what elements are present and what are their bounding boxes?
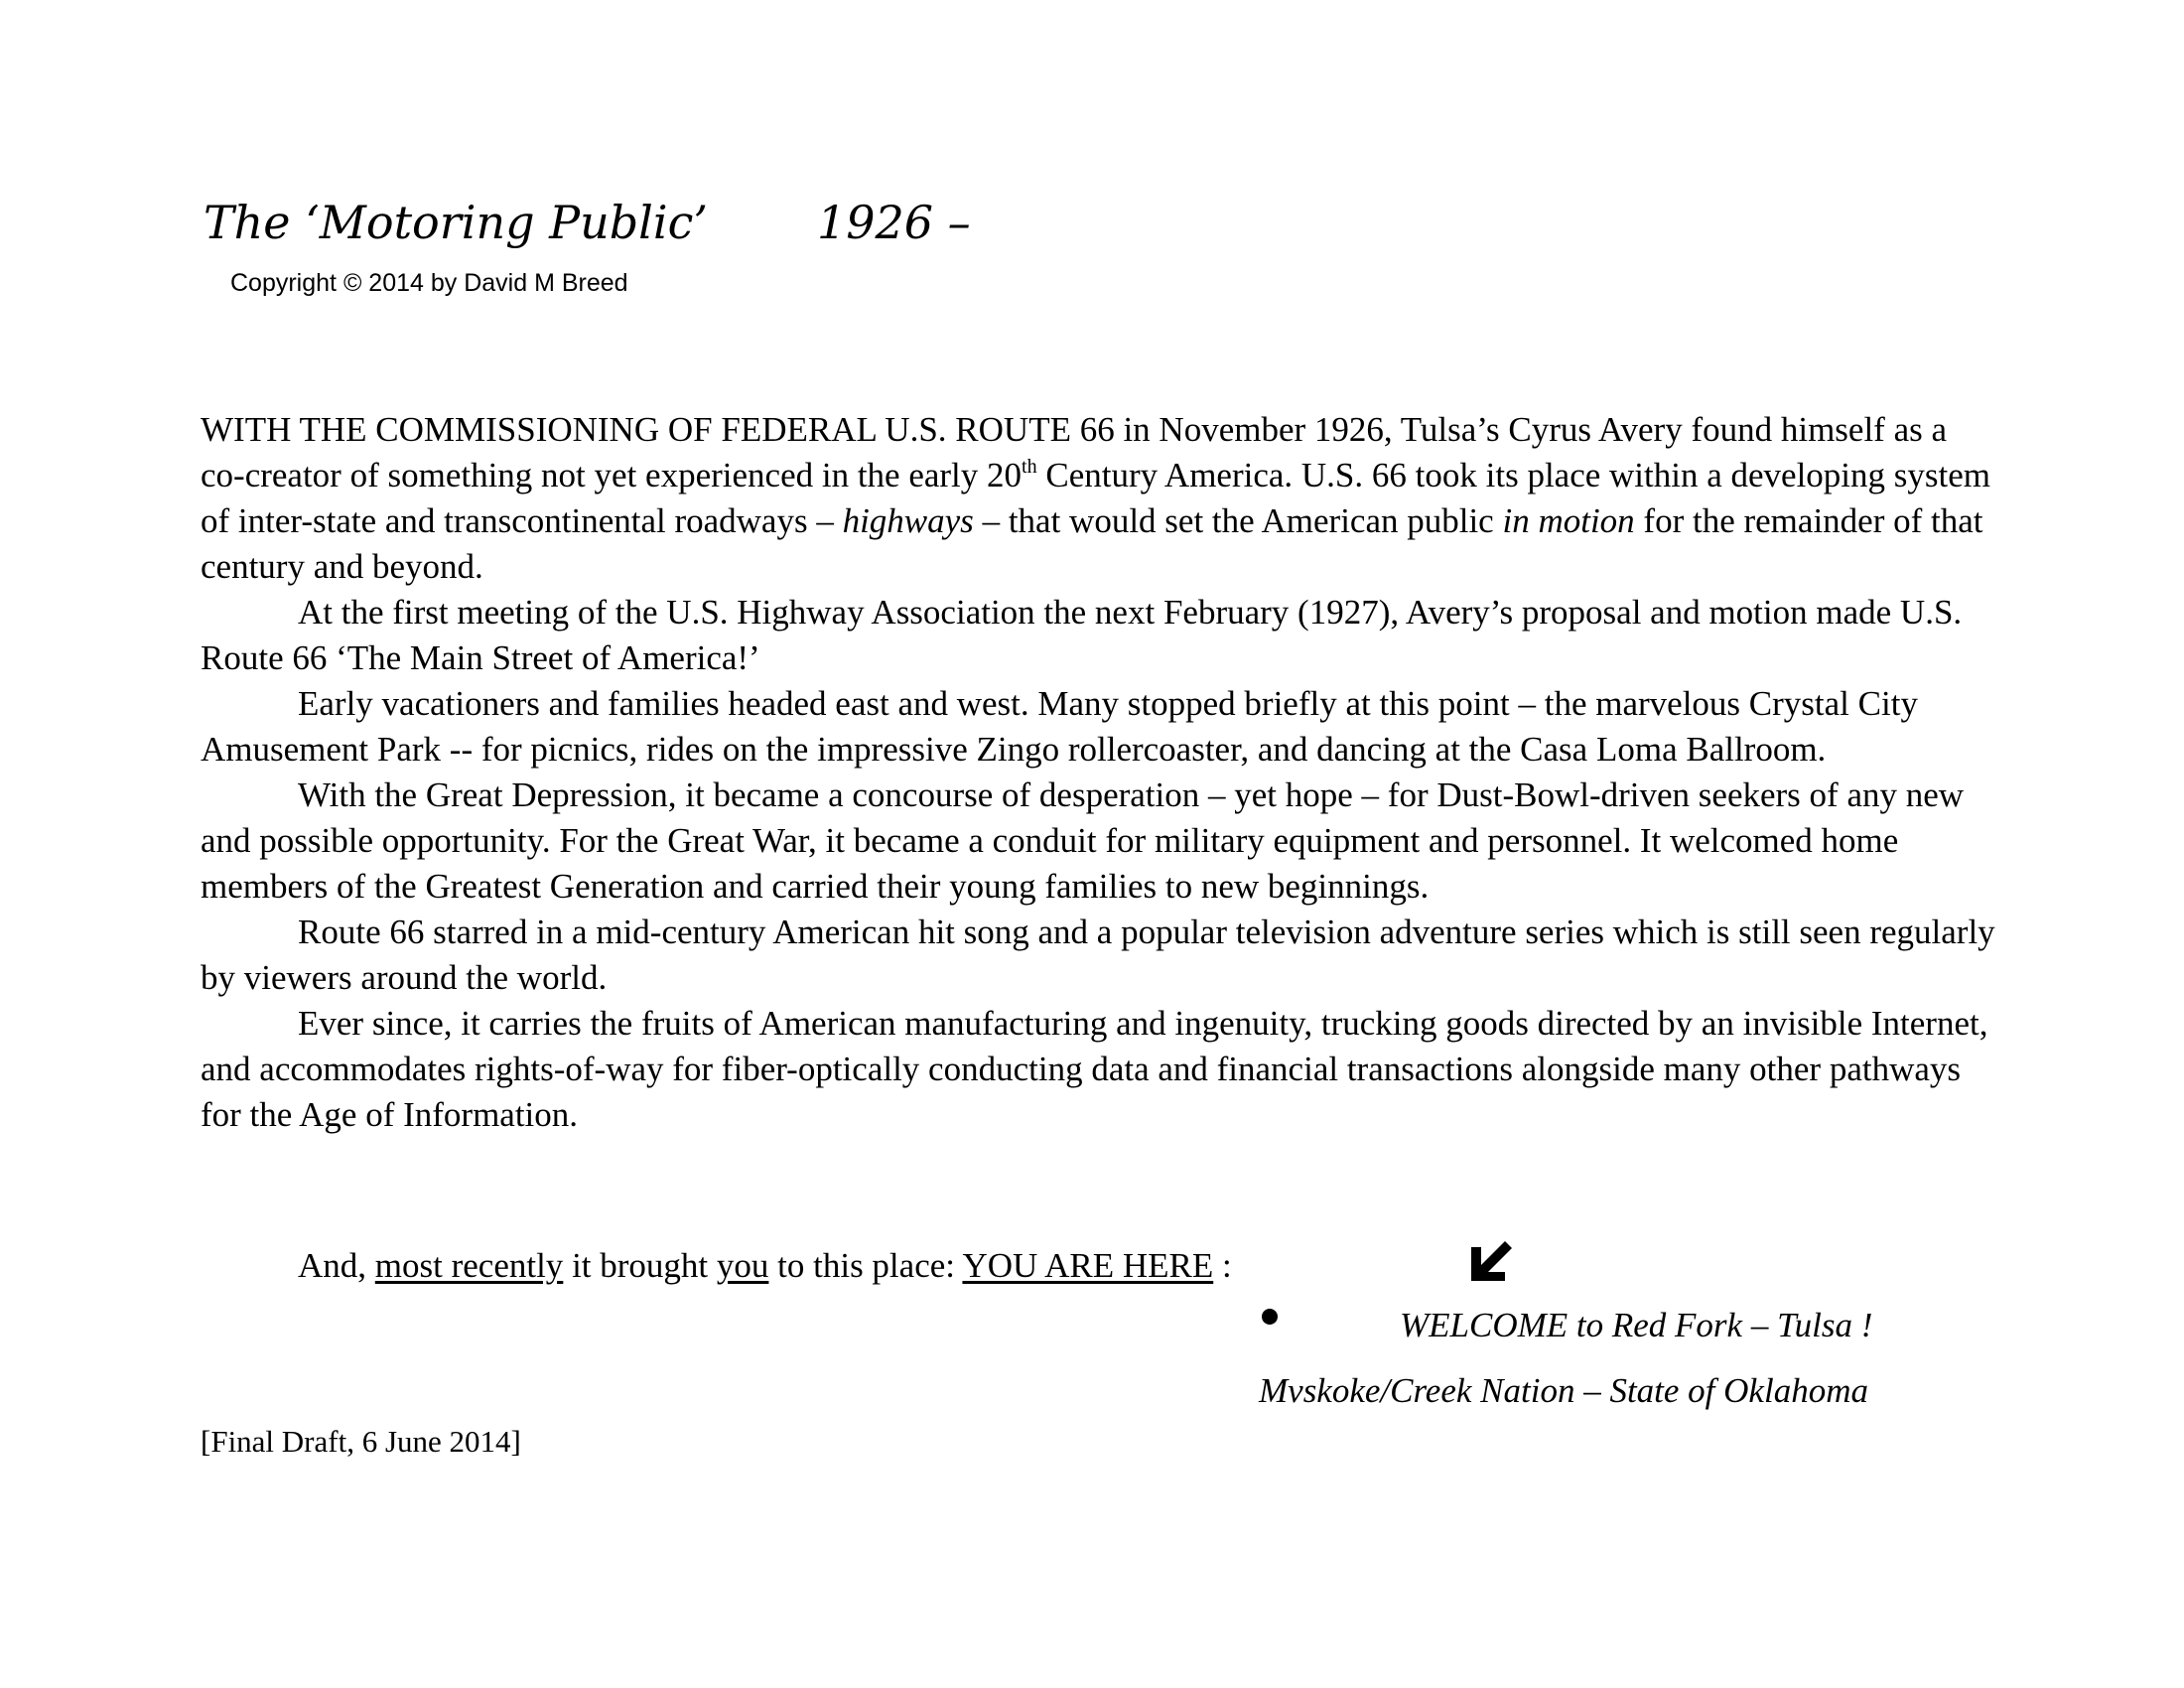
document-title bbox=[204, 195, 971, 250]
closing-text-1: And, bbox=[298, 1246, 375, 1285]
paragraph-4: With the Great Depression, it became a concourse of desperation – yet hope – for Dust-Bowl-driven seekers of any new and possible opportunity. For the Great War, it became a conduit for military equipment and personnel. It welcomed home members of the Greatest Generation and carried their young families to new beginnings. bbox=[201, 775, 1965, 906]
closing-text-3: to this place: bbox=[768, 1246, 963, 1285]
p1-text-b: Century America. U.S. 66 took its place within a developing system of inter-state and transcontinental roadways – bbox=[201, 456, 1990, 540]
welcome-text: WELCOME to Red Fork – Tulsa ! bbox=[1400, 1306, 1873, 1344]
nation-text: Mvskoke/Creek Nation – State of Oklahoma bbox=[1259, 1371, 1868, 1410]
closing-text-4: : bbox=[1213, 1246, 1232, 1285]
p1-text-a: WITH THE COMMISSIONING OF FEDERAL U.S. ROUTE 66 in November 1926, Tulsa’s Cyrus Avery found himself as a co-creator of something not yet experienced in the early 20 bbox=[201, 410, 1948, 494]
underline-you-are-here: YOU ARE HERE bbox=[962, 1246, 1214, 1285]
p1-superscript: th bbox=[1022, 456, 1037, 478]
paragraph-3: Early vacationers and families headed east and west. Many stopped briefly at this point – the marvelous Crystal City Amusement Park -- for picnics, rides on the impressive Zingo rollercoaster, and dancing at the Casa Loma Ballroom. bbox=[201, 684, 1918, 769]
underline-you: you bbox=[716, 1246, 769, 1285]
closing-text-2: it brought bbox=[563, 1246, 717, 1285]
draft-note: [Final Draft, 6 June 2014] bbox=[201, 1424, 521, 1459]
title-year: 1926 – bbox=[816, 196, 971, 249]
p1-emphasis-highways: highways bbox=[842, 501, 974, 540]
paragraph-5: Route 66 starred in a mid-century American hit song and a popular television adventure series which is still seen regularly by viewers around the world. bbox=[201, 913, 1995, 997]
body-text bbox=[201, 407, 1997, 1138]
p1-emphasis-in-motion: in motion bbox=[1502, 501, 1635, 540]
paragraph-6: Ever since, it carries the fruits of American manufacturing and ingenuity, trucking goods directed by an invisible Internet, and accommodates rights-of-way for fiber-optically conducting data and financial transactions alongside many other pathways for the Age of Information. bbox=[201, 1004, 1988, 1134]
arrow-down-left-icon bbox=[1467, 1235, 1517, 1285]
p1-text-d: for the remainder of that century and beyond. bbox=[201, 501, 1983, 586]
paragraph-1 bbox=[201, 407, 1997, 590]
bullet-point bbox=[1262, 1309, 1278, 1325]
title-text: The ‘Motoring Public’ bbox=[204, 196, 708, 249]
closing-line bbox=[298, 1243, 1232, 1289]
p1-text-c: – that would set the American public bbox=[973, 501, 1503, 540]
underline-most-recently: most recently bbox=[374, 1246, 564, 1285]
paragraph-2: At the first meeting of the U.S. Highway Association the next February (1927), Avery’s proposal and motion made U.S. Route 66 ‘The Main Street of America!’ bbox=[201, 593, 1963, 677]
copyright-notice: Copyright © 2014 by David M Breed bbox=[230, 269, 628, 297]
